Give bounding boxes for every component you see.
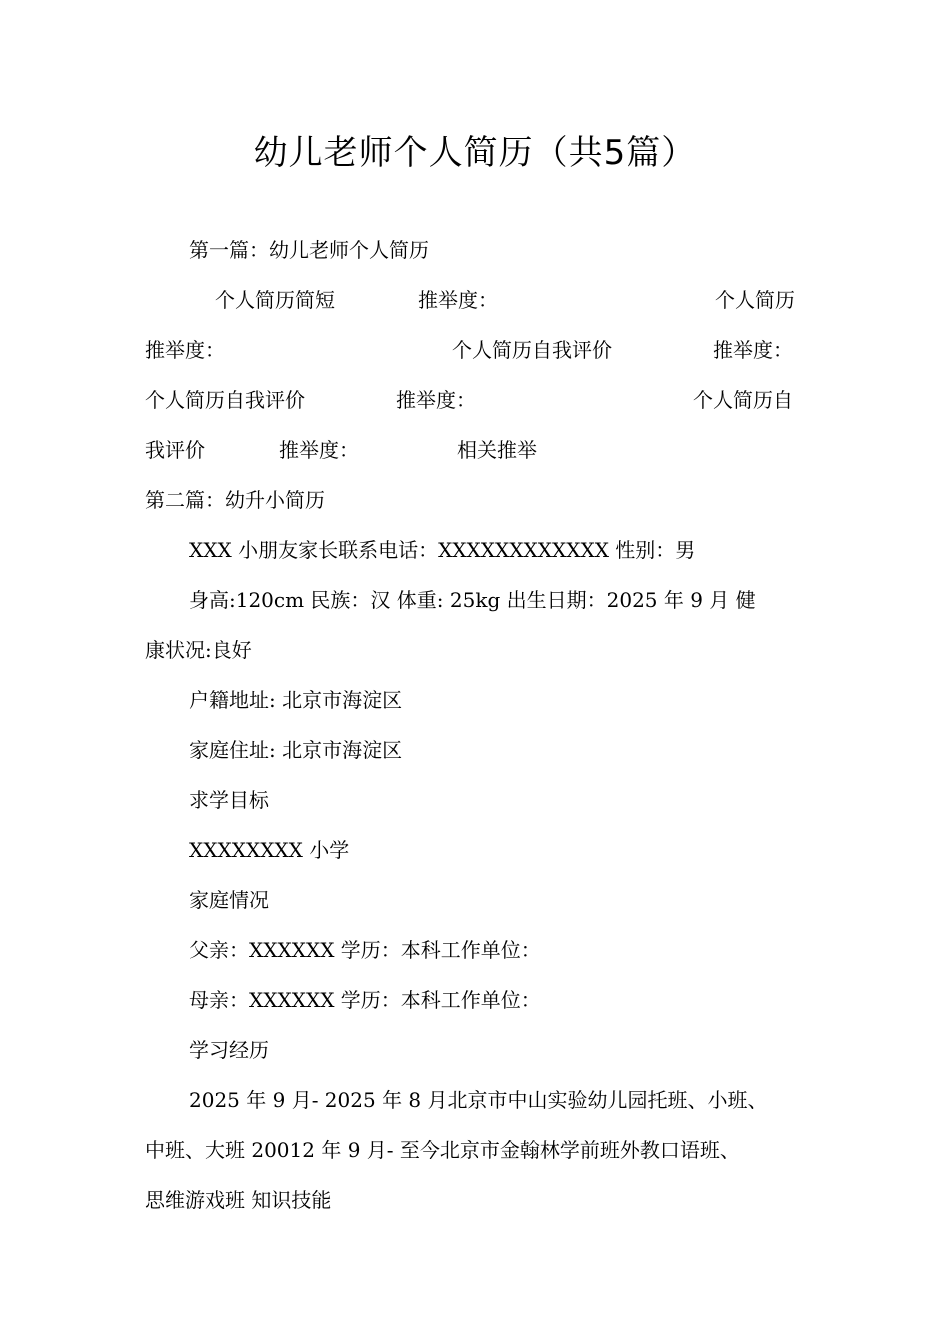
goal-school: XXXXXXXX 小学 (189, 838, 350, 862)
related-recommend-label: 相关推举 (457, 438, 537, 462)
recommend-row-1 (145, 285, 810, 315)
home-address: 家庭住址: 北京市海淀区 (189, 738, 403, 762)
part2-heading: 第二篇：幼升小简历 (145, 488, 325, 512)
recommend-label: 推举度： (713, 338, 793, 362)
recommend-label: 推举度： (279, 438, 359, 462)
recommend-link[interactable]: 个人简历自我评价 (452, 338, 612, 362)
study-line: 中班、大班 20012 年 9 月- 至今北京市金翰林学前班外教口语班、 (145, 1138, 740, 1162)
contact-line: XXX 小朋友家长联系电话：XXXXXXXXXXXX 性别：男 (189, 538, 696, 562)
recommend-row-2 (145, 335, 810, 365)
part1-heading: 第一篇：幼儿老师个人简历 (189, 238, 429, 262)
recommend-row-3 (145, 385, 810, 415)
recommend-label: 推举度： (418, 288, 498, 312)
recommend-row-4 (145, 435, 810, 465)
study-line: 思维游戏班 知识技能 (145, 1188, 332, 1212)
recommend-label: 推举度： (396, 388, 476, 412)
recommend-link[interactable]: 个人简历 (715, 288, 795, 312)
study-line: 2025 年 9 月- 2025 年 8 月北京市中山实验幼儿园托班、小班、 (189, 1088, 768, 1112)
registered-address: 户籍地址: 北京市海淀区 (189, 688, 403, 712)
recommend-link-continued[interactable]: 我评价 (145, 438, 205, 462)
recommend-label: 推举度： (145, 338, 225, 362)
study-heading: 学习经历 (189, 1038, 269, 1062)
recommend-link[interactable]: 个人简历自 (693, 388, 793, 412)
father-info: 父亲：XXXXXX 学历：本科工作单位： (189, 938, 541, 962)
goal-heading: 求学目标 (189, 788, 269, 812)
personal-info-line: 身高:120cm 民族：汉 体重: 25kg 出生日期：2025 年 9 月 健 (189, 588, 756, 612)
recommend-link[interactable]: 个人简历自我评价 (145, 388, 305, 412)
personal-info-line-continued: 康状况:良好 (145, 638, 252, 662)
mother-info: 母亲：XXXXXX 学历：本科工作单位： (189, 988, 541, 1012)
document-title: 幼儿老师个人简历（共5篇） (253, 133, 697, 173)
recommend-link[interactable]: 个人简历简短 (215, 288, 335, 312)
family-heading: 家庭情况 (189, 888, 269, 912)
